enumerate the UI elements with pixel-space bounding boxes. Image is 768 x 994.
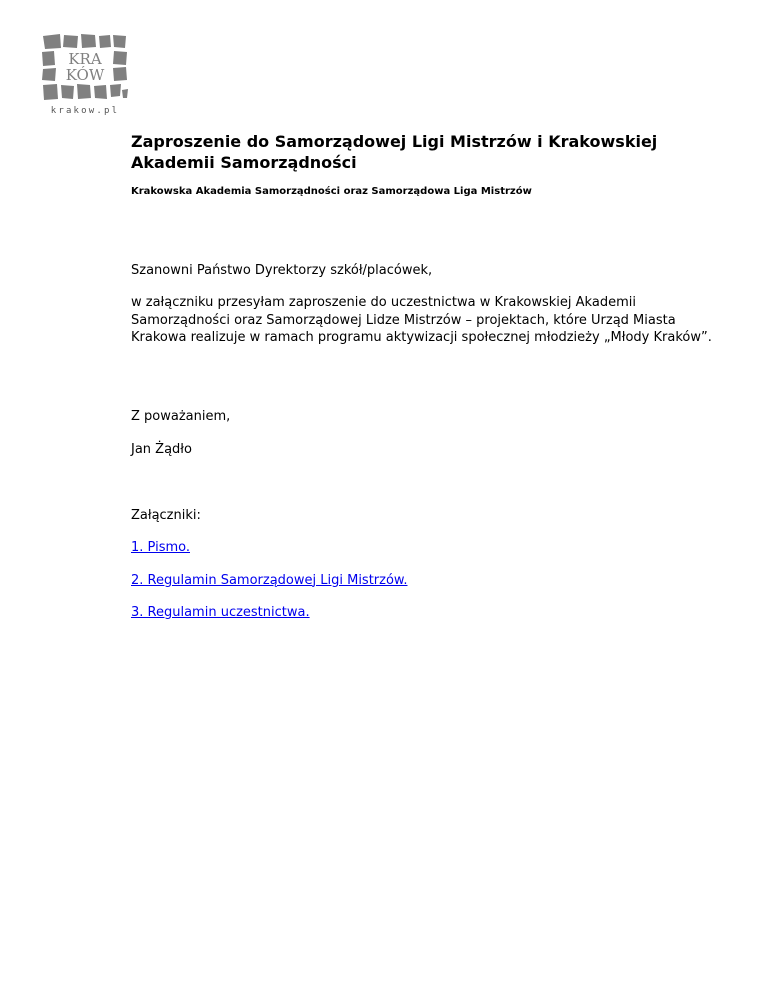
- attachment-link-regulamin-ligi[interactable]: 2. Regulamin Samorządowej Ligi Mistrzów.: [131, 572, 408, 588]
- page-title: Zaproszenie do Samorządowej Ligi Mistrzów i Krakowskiej Akademii Samorządności: [131, 132, 658, 172]
- letter-body: w załączniku przesyłam zaproszenie do uczestnictwa w Krakowskiej Akademii Samorządności oraz Samorządowej Lidze Mistrzów – projektach, które Urząd Miasta Krakowa realizuje w ramach programu aktywizacji społecznej młodzieży „Młody Kraków”.: [131, 295, 712, 345]
- attachment-item: [131, 604, 408, 621]
- attachments-list: [131, 539, 408, 637]
- krakow-logo-mark: [40, 32, 130, 104]
- attachment-link-pismo[interactable]: 1. Pismo.: [131, 540, 190, 555]
- letter-regards: Z poważaniem,: [131, 409, 231, 424]
- krakow-logo: [40, 32, 130, 120]
- logo-caption: krakow.pl: [50, 106, 120, 116]
- document-content: [131, 131, 741, 620]
- attachments-label: Załączniki:: [131, 508, 201, 523]
- logo-text-line2: KÓW: [65, 66, 105, 84]
- letter-signature: Jan Żądło: [131, 442, 192, 457]
- attachment-link-regulamin-uczestnictwa[interactable]: 3. Regulamin uczestnictwa.: [131, 605, 310, 620]
- letter-greeting: Szanowni Państwo Dyrektorzy szkół/placówek,: [131, 263, 433, 278]
- logo-text-line1: KRA: [68, 50, 102, 68]
- page-subtitle: Krakowska Akademia Samorządności oraz Samorządowa Liga Mistrzów: [131, 186, 532, 197]
- attachment-item: [131, 539, 408, 556]
- attachment-item: [131, 572, 408, 589]
